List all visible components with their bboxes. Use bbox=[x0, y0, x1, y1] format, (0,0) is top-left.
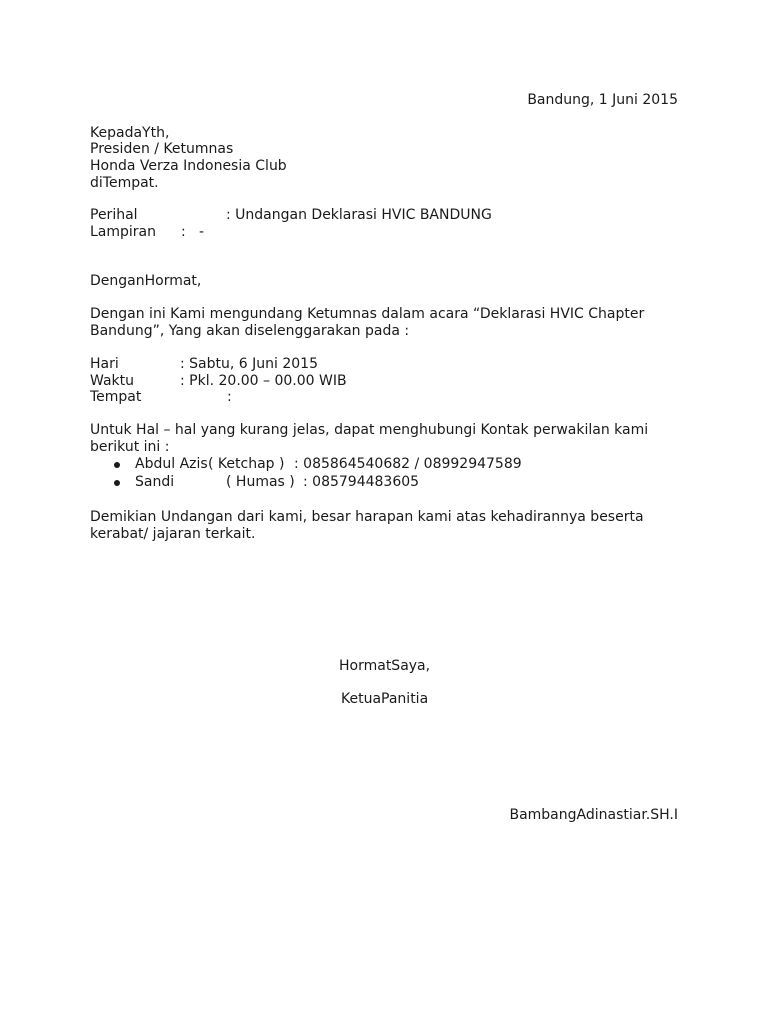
contact-intro-line-2: berikut ini : bbox=[90, 439, 170, 455]
tempat-label: Tempat bbox=[90, 389, 142, 405]
signature-name: BambangAdinastiar.SH.I bbox=[509, 807, 678, 823]
recipient-location: diTempat. bbox=[90, 175, 159, 191]
tempat-value: : bbox=[227, 389, 232, 405]
body-line-1: Dengan ini Kami mengundang Ketumnas dalam acara “Deklarasi HVIC Chapter bbox=[90, 306, 645, 322]
recipient-salutation: KepadaYth, bbox=[90, 125, 170, 141]
contact-intro-line-1: Untuk Hal – hal yang kurang jelas, dapat menghubungi Kontak perwakilan kami bbox=[90, 422, 649, 438]
lampiran-value: - bbox=[199, 224, 205, 240]
recipient-organization: Honda Verza Indonesia Club bbox=[90, 158, 287, 174]
signature-title: KetuaPanitia bbox=[341, 691, 429, 707]
signature-greeting: HormatSaya, bbox=[339, 658, 431, 674]
contact-role: ( Ketchap ) bbox=[208, 456, 285, 472]
contact-phone: : 085794483605 bbox=[303, 474, 420, 490]
closing-line-2: kerabat/ jajaran terkait. bbox=[90, 526, 256, 542]
waktu-label: Waktu bbox=[90, 373, 134, 389]
recipient-title: Presiden / Ketumnas bbox=[90, 141, 234, 157]
greeting: DenganHormat, bbox=[90, 273, 202, 289]
perihal-label: Perihal bbox=[90, 207, 138, 223]
perihal-value: : Undangan Deklarasi HVIC BANDUNG bbox=[226, 207, 492, 223]
closing-line-1: Demikian Undangan dari kami, besar harapan kami atas kehadirannya beserta bbox=[90, 509, 644, 525]
contact-phone: : 085864540682 / 08992947589 bbox=[294, 456, 522, 472]
body-line-2: Bandung”, Yang akan diselenggarakan pada : bbox=[90, 323, 410, 339]
hari-label: Hari bbox=[90, 356, 119, 372]
lampiran-label: Lampiran bbox=[90, 224, 157, 240]
lampiran-separator: : bbox=[181, 224, 186, 240]
contact-name: Sandi bbox=[135, 474, 175, 490]
waktu-value: : Pkl. 20.00 – 00.00 WIB bbox=[180, 373, 347, 389]
contact-role: ( Humas ) bbox=[226, 474, 295, 490]
contact-name: Abdul Azis bbox=[135, 456, 208, 472]
bullet-icon bbox=[114, 462, 120, 468]
hari-value: : Sabtu, 6 Juni 2015 bbox=[180, 356, 318, 372]
letter-date: Bandung, 1 Juni 2015 bbox=[527, 92, 678, 108]
bullet-icon bbox=[114, 480, 120, 486]
